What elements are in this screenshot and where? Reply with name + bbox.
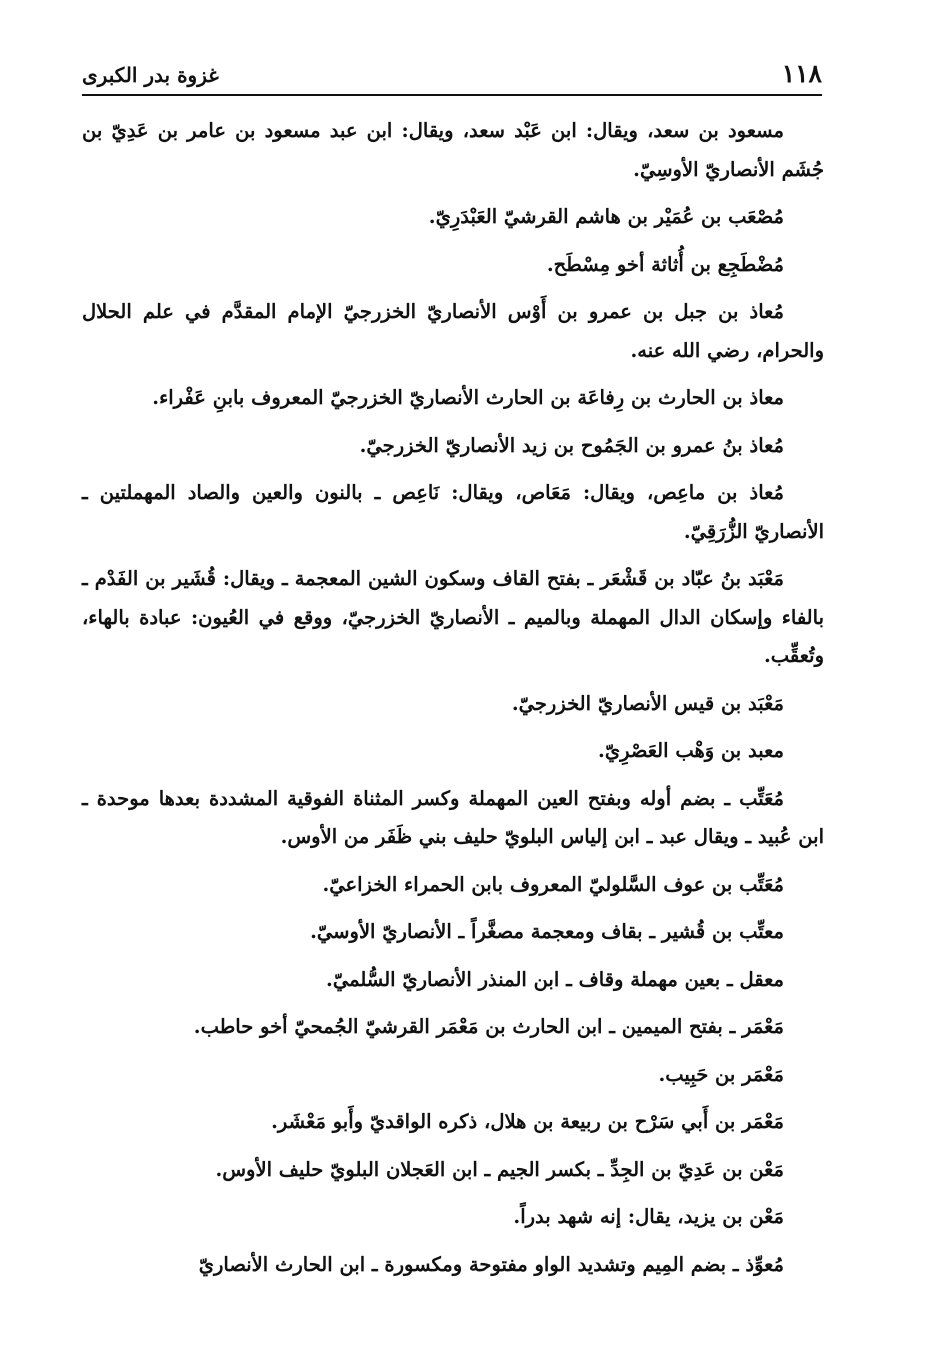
- entry-paragraph: مَعْبَد بن قيس الأنصاريّ الخزرجيّ.: [511, 691, 784, 715]
- entry-paragraph: مسعود بن سعد، ويقال: ابن عَبْد سعد، ويقال: ابن عبد مسعود بن عامر بن عَدِيّ بن جُشَم الأنصاريّ الأوسِيّ.: [82, 119, 824, 181]
- entry-paragraph: معقل ـ بعين مهملة وقاف ـ ابن المنذر الأنصاريّ السُّلميّ.: [326, 967, 784, 991]
- entry-paragraph: مَعْمَر ـ بفتح الميمين ـ ابن الحارث بن مَعْمَر القرشيّ الجُمحيّ أخو حاطب.: [193, 1015, 784, 1038]
- entry-paragraph: مَعْن بن عَدِيّ بن الجِدِّ ـ بكسر الجيم ـ ابن العَجلان البلويّ حليف الأوس.: [215, 1157, 784, 1181]
- page-header: [82, 58, 822, 96]
- entry-paragraph: مُعوِّذ ـ بضم المِيم وتشديد الواو مفتوحة ومكسورة ـ ابن الحارث الأنصاريّ: [198, 1252, 784, 1276]
- entry-paragraph: مُعَتِّب بن عوف السَّلوليّ المعروف بابن الحمراء الخزاعيّ.: [322, 872, 784, 896]
- entry-paragraph: مُصْعَب بن عُمَيْر بن هاشم القرشيّ العَبْدَرِيّ.: [428, 205, 784, 228]
- entry-paragraph: معاذ بن الحارث بن رِفاعَة بن الحارث الأنصاريّ الخزرجيّ المعروف بابنِ عَفْراء.: [152, 386, 784, 409]
- entry-paragraph: معتِّب بن قُشير ـ بقاف ومعجمة مصغَّراً ـ الأنصاريّ الأوسيّ.: [310, 920, 784, 943]
- entry-paragraph: معبد بن وَهْب العَصْرِيّ.: [598, 739, 784, 762]
- entry-paragraph: مَعْمَر بن حَبِيب.: [658, 1062, 784, 1086]
- running-title: غزوة بدر الكبرى: [82, 63, 219, 87]
- entry-paragraph: مُعَتِّب ـ بضم أوله وبفتح العين المهملة وكسر المثناة الفوقية المشددة بعدها موحدة ـ ابن عُبيد ـ ويقال عبد ـ ابن إلياس البلويّ حليف بني ظَفَر من الأوس.: [82, 786, 824, 848]
- entry-paragraph: مُعاذ بن ماعِص، ويقال: مَعَاص، ويقال: نَاعِص ـ بالنون والعين والصاد المهملتين ـ الأنصاريّ الزُّرَقِيّ.: [82, 481, 824, 543]
- page-body: [82, 112, 824, 1293]
- entry-paragraph: مُضْطَجِع بن أُثاثة أخو مِسْطَح.: [546, 252, 784, 276]
- entry-paragraph: مَعْمَر بن أَبي سَرْح بن ربيعة بن هلال، ذكره الواقديّ وأَبو مَعْشَر.: [271, 1110, 784, 1133]
- page-number: ١١٨: [781, 59, 822, 88]
- entry-paragraph: مَعْن بن يزيد، يقال: إنه شهد بدراً.: [513, 1205, 784, 1228]
- entry-paragraph: مُعاذ بن جبل بن عمرو بن أَوْس الأنصاريّ الخزرجيّ الإمام المقدَّم في علم الحلال والحرام، رضي الله عنه.: [82, 300, 824, 362]
- entry-paragraph: مُعاذ بنُ عمرو بن الجَمُوح بن زيد الأنصاريّ الخزرجيّ.: [359, 433, 784, 457]
- entry-paragraph: مَعْبَد بنُ عبّاد بن قَشْعَر ـ بفتح القاف وسكون الشين المعجمة ـ ويقال: قُشَير بن الفَدْم ـ بالفاء وإسكان الدال المهملة وبالميم ـ الأنصاريّ الخزرجيّ، ووقع في العُيون: عبادة بالهاء، وتُعقِّب.: [82, 567, 824, 667]
